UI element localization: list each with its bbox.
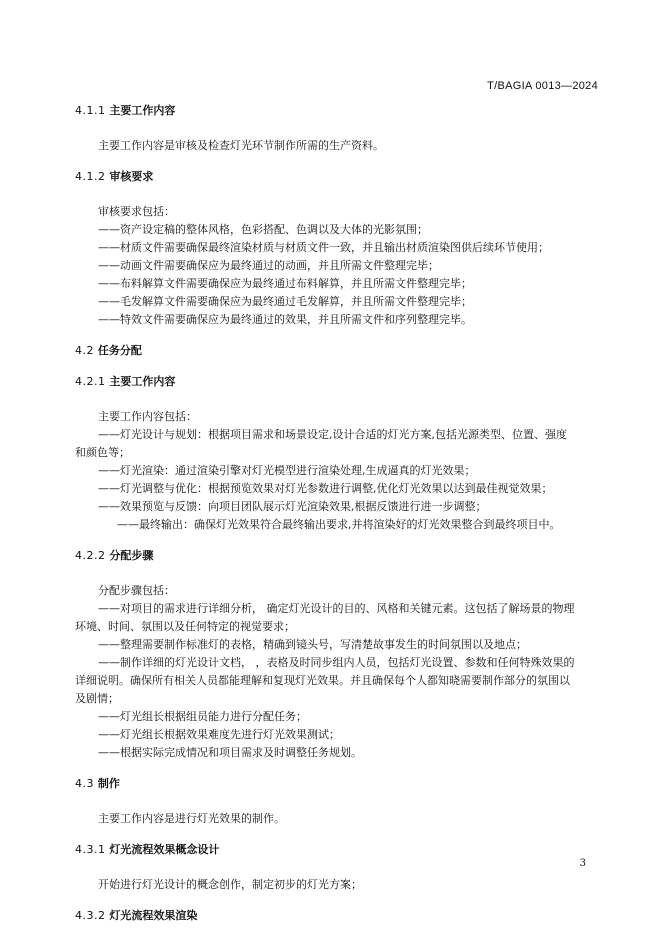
list-item: ——灯光组长根据效果难度先进行灯光效果测试； bbox=[98, 728, 340, 741]
section-number: 4.2.2 bbox=[75, 549, 106, 562]
section-title: 任务分配 bbox=[97, 344, 142, 357]
heading-4-2 bbox=[75, 342, 600, 360]
list-item-continuation: 详细说明。确保所有相关人员都能理解和复现灯光效果。并且确保每个人都知晓需要制作部分的氛围以 bbox=[75, 674, 570, 687]
list-item: ——灯光组长根据组员能力进行分配任务； bbox=[98, 710, 307, 723]
section-number: 4.3 bbox=[75, 777, 94, 790]
page-number: 3 bbox=[579, 858, 586, 869]
section-title: 主要工作内容 bbox=[109, 104, 176, 117]
list-item-continuation: 和颜色等； bbox=[75, 446, 130, 459]
section-number: 4.3.2 bbox=[75, 909, 106, 922]
list-item: ——布料解算文件需要确保应为最终通过布料解算，并且所需文件整理完毕； bbox=[98, 277, 472, 290]
heading-4-1-1 bbox=[75, 102, 600, 120]
section-number: 4.1.2 bbox=[75, 170, 106, 183]
list-item: ——灯光调整与优化：根据预览效果对灯光参数进行调整,优化灯光效果以达到最佳视觉效果； bbox=[98, 482, 553, 495]
heading-4-3 bbox=[75, 775, 600, 793]
list-item: ——资产设定稿的整体风格，色彩搭配、色调以及大体的光影氛围； bbox=[98, 223, 428, 236]
heading-4-2-1 bbox=[75, 373, 600, 391]
list-item-continuation: 环境、时间、氛围以及任何特定的视觉要求； bbox=[75, 620, 295, 633]
heading-4-3-2 bbox=[75, 907, 600, 925]
list-item: ——特效文件需要确保应为最终通过的效果，并且所需文件和序列整理完毕。 bbox=[98, 313, 472, 326]
list-item: ——毛发解算文件需要确保应为最终通过毛发解算，并且所需文件整理完毕； bbox=[98, 295, 472, 308]
list-item: ——制作详细的灯光设计文档， ，表格及时同步组内人员，包括灯光设置、参数和任何特殊效果的 bbox=[98, 656, 575, 669]
section-title: 灯光流程效果概念设计 bbox=[109, 843, 220, 856]
list-item: ——动画文件需要确保应为最终通过的动画，并且所需文件整理完毕； bbox=[98, 259, 439, 272]
section-title: 制作 bbox=[97, 777, 120, 790]
list-item: ——根据实际完成情况和项目需求及时调整任务规划。 bbox=[98, 746, 362, 759]
section-number: 4.3.1 bbox=[75, 843, 106, 856]
section-title: 主要工作内容 bbox=[109, 375, 176, 388]
section-title: 审核要求 bbox=[109, 170, 154, 183]
list-item: ——材质文件需要确保最终渲染材质与材质文件一致，并且输出材质渲染图供后续环节使用； bbox=[98, 241, 549, 254]
list-item-continuation: 及剧情； bbox=[75, 692, 119, 705]
section-title: 灯光流程效果渲染 bbox=[109, 909, 198, 922]
paragraph-intro: 审核要求包括： bbox=[98, 205, 175, 218]
heading-4-3-1 bbox=[75, 841, 600, 859]
list-item: ——整理需要制作标准灯的表格，精确到镜头号，写清楚故事发生的时间氛围以及地点； bbox=[98, 638, 527, 651]
section-number: 4.1.1 bbox=[75, 104, 106, 117]
section-title: 分配步骤 bbox=[109, 549, 154, 562]
paragraph: 开始进行灯光设计的概念创作，制定初步的灯光方案； bbox=[98, 878, 362, 891]
paragraph: 主要工作内容是进行灯光效果的制作。 bbox=[98, 812, 285, 825]
section-number: 4.2 bbox=[75, 344, 94, 357]
list-item: ——灯光设计与规划：根据项目需求和场景设定,设计合适的灯光方案,包括光源类型、位置、强度 bbox=[98, 428, 567, 441]
document-body bbox=[75, 102, 600, 925]
paragraph-intro: 主要工作内容包括： bbox=[98, 410, 197, 423]
heading-4-1-2 bbox=[75, 168, 600, 186]
list-item: ——最终输出：确保灯光效果符合最终输出要求,并将渲染好的灯光效果整合到最终项目中。 bbox=[117, 518, 561, 531]
list-item: ——对项目的需求进行详细分析， 确定灯光设计的目的、风格和关键元素。这包括了解场景的物理 bbox=[98, 602, 575, 615]
list-item: ——灯光渲染：通过渲染引擎对灯光模型进行渲染处理,生成逼真的灯光效果； bbox=[98, 464, 476, 477]
paragraph: 主要工作内容是审核及检查灯光环节制作所需的生产资料。 bbox=[98, 139, 384, 152]
paragraph-intro: 分配步骤包括： bbox=[98, 584, 175, 597]
section-number: 4.2.1 bbox=[75, 375, 106, 388]
heading-4-2-2 bbox=[75, 547, 600, 565]
list-item: ——效果预览与反馈：向项目团队展示灯光渲染效果,根据反馈进行进一步调整； bbox=[98, 500, 487, 513]
document-code: T/BAGIA 0013—2024 bbox=[487, 80, 598, 92]
